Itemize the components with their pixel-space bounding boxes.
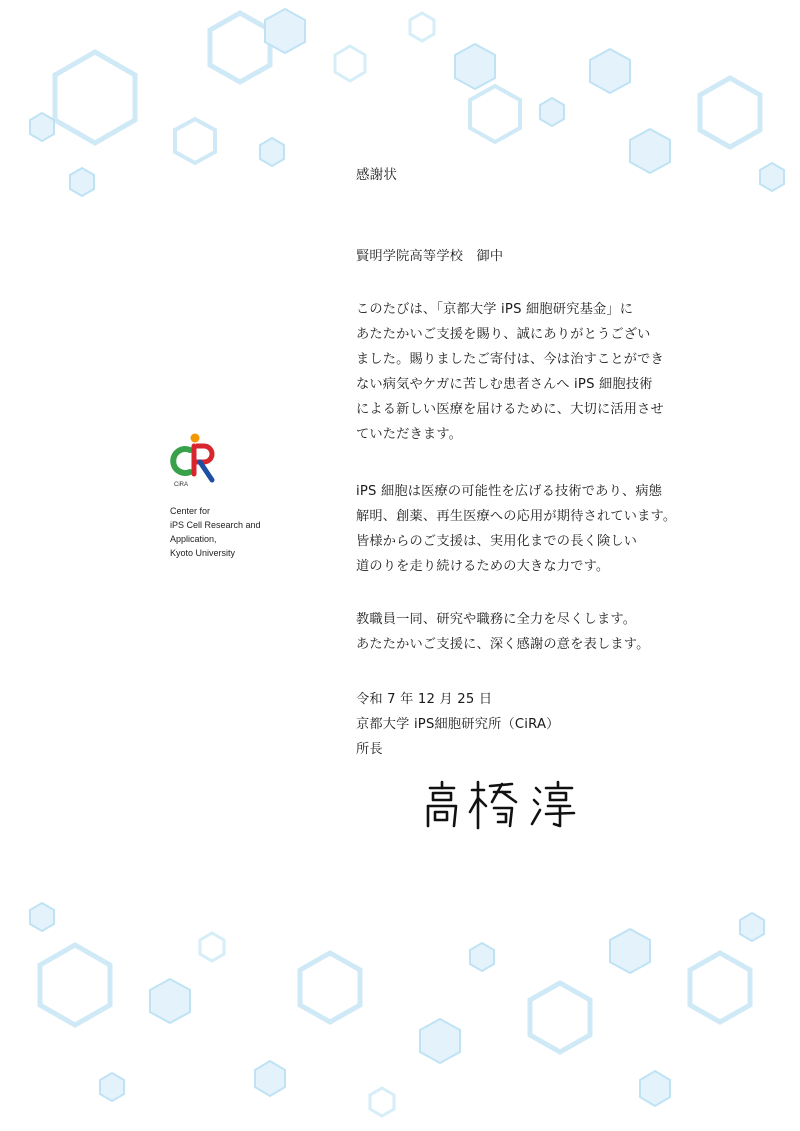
paragraph-line: ました。賜りましたご寄付は、今は治すことができ [356, 352, 664, 367]
handwritten-signature [420, 780, 590, 830]
paragraph-line: 皆様からのご支援は、実用化までの長く険しい [356, 534, 638, 549]
organization: 京都大学 iPS細胞研究所（CiRA） [356, 717, 560, 732]
cira-logo-icon [170, 432, 220, 488]
paragraph-line: ない病気やケガに苦しむ患者さんへ iPS 細胞技術 [356, 377, 653, 392]
hexagon-pattern-bottom [0, 880, 800, 1131]
recipient: 賢明学院高等学校 御中 [356, 249, 504, 264]
certificate-title: 感謝状 [356, 167, 398, 183]
logo-caption [170, 504, 300, 560]
paragraph-line: による新しい医療を届けるために、大切に活用させ [356, 402, 664, 417]
paragraph-line: 道のりを走り続けるための大きな力です。 [356, 559, 610, 574]
paragraph-line: ていただきます。 [356, 427, 463, 442]
logo-caption-line: Kyoto University [170, 548, 236, 558]
paragraph-line: iPS 細胞は医療の可能性を広げる技術であり、病態 [356, 484, 663, 499]
date: 令和 7 年 12 月 25 日 [356, 692, 493, 707]
paragraph-line: あたたかいご支援に、深く感謝の意を表します。 [356, 637, 650, 652]
logo-caption-line: Center for [170, 506, 211, 516]
logo-caption-line: iPS Cell Research and [170, 520, 261, 530]
paragraph-line: このたびは、「京都大学 iPS 細胞研究基金」に [356, 302, 634, 317]
cira-logo-block [170, 432, 300, 560]
position: 所長 [356, 742, 383, 757]
paragraph-line: 教職員一同、研究や職務に全力を尽くします。 [356, 612, 637, 627]
hexagon-pattern-top [0, 0, 800, 230]
paragraph-line: 解明、創薬、再生医療への応用が期待されています。 [356, 509, 677, 524]
logo-mark-text: CiRA [174, 482, 189, 488]
logo-caption-line: Application, [170, 534, 217, 544]
paragraph-line: あたたかいご支援を賜り、誠にありがとうござい [356, 327, 651, 342]
